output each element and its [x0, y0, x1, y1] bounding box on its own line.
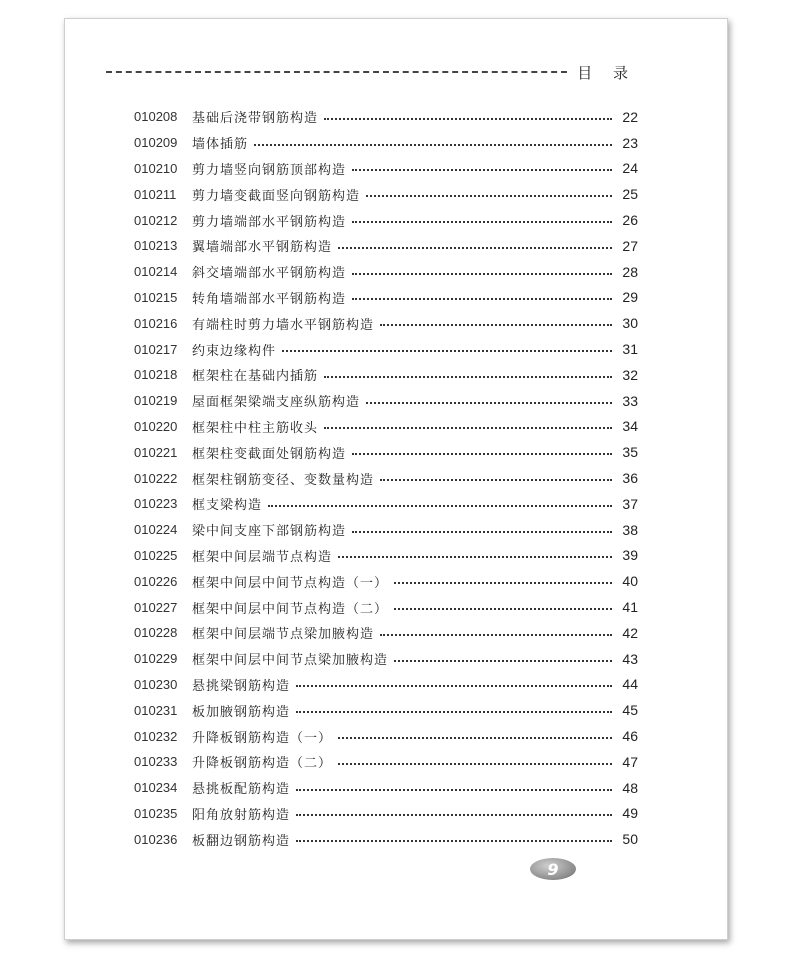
header-dashed-rule [106, 71, 567, 73]
toc-dot-leader [268, 505, 612, 507]
toc-entry-title: 剪力墙竖向钢筋顶部构造 [192, 162, 347, 178]
toc-dot-leader [296, 789, 612, 791]
toc-entry [134, 362, 638, 388]
toc-entry-page: 25 [622, 186, 638, 203]
toc-entry [134, 491, 638, 517]
toc-entry-page: 31 [622, 341, 638, 358]
toc-dot-leader [338, 763, 612, 765]
toc-dot-leader [324, 118, 612, 120]
toc-entry-code: 010231 [134, 702, 178, 718]
toc-dot-leader [324, 376, 612, 378]
toc-entry-code: 010228 [134, 625, 178, 641]
toc-entry-page: 49 [622, 805, 638, 822]
toc-entry [134, 104, 638, 130]
toc-entry-page: 35 [622, 444, 638, 461]
toc-entry-title: 基础后浇带钢筋构造 [192, 111, 319, 127]
toc-entry-code: 010230 [134, 676, 178, 692]
toc-entry-title: 翼墙端部水平钢筋构造 [192, 240, 333, 256]
toc-entry [134, 336, 638, 362]
toc-entry-code: 010215 [134, 289, 178, 305]
toc-entry-title: 框支梁构造 [192, 498, 263, 514]
toc-entry-page: 44 [622, 676, 638, 693]
toc-entry [134, 775, 638, 801]
toc-entry-page: 46 [622, 728, 638, 745]
toc-entry-code: 010219 [134, 393, 178, 409]
toc-entry-title: 框架中间层中间节点构造（一） [192, 575, 389, 591]
toc-entry-page: 43 [622, 650, 638, 667]
toc-dot-leader [352, 169, 612, 171]
toc-entry-title: 框架柱在基础内插筋 [192, 369, 319, 385]
toc-entry-page: 33 [622, 392, 638, 409]
toc-entry-code: 010225 [134, 547, 178, 563]
toc-dot-leader [338, 556, 612, 558]
toc-entry [134, 568, 638, 594]
toc-entry-code: 010216 [134, 315, 178, 331]
toc-entry-page: 27 [622, 237, 638, 254]
toc-entry-code: 010217 [134, 341, 178, 357]
toc-entry-code: 010213 [134, 238, 178, 254]
toc-entry-code: 010222 [134, 470, 178, 486]
toc-entry-code: 010210 [134, 160, 178, 176]
toc-entry-page: 40 [622, 573, 638, 590]
toc-dot-leader [352, 531, 612, 533]
toc-entry-page: 22 [622, 108, 638, 125]
table-of-contents [134, 104, 638, 852]
toc-entry-code: 010236 [134, 831, 178, 847]
toc-dot-leader [366, 402, 612, 404]
toc-entry-page: 38 [622, 521, 638, 538]
toc-entry-code: 010212 [134, 212, 178, 228]
toc-entry-page: 41 [622, 599, 638, 616]
toc-dot-leader [338, 247, 612, 249]
toc-entry-page: 39 [622, 547, 638, 564]
toc-entry-code: 010232 [134, 728, 178, 744]
toc-dot-leader [296, 814, 612, 816]
toc-entry [134, 697, 638, 723]
toc-entry-title: 框架中间层端节点梁加腋构造 [192, 627, 375, 643]
toc-entry [134, 543, 638, 569]
toc-entry [134, 826, 638, 852]
toc-entry-code: 010220 [134, 418, 178, 434]
toc-dot-leader [296, 711, 612, 713]
toc-dot-leader [366, 195, 612, 197]
toc-entry-code: 010224 [134, 522, 178, 538]
toc-entry-page: 23 [622, 134, 638, 151]
toc-entry-code: 010218 [134, 367, 178, 383]
toc-entry-code: 010233 [134, 754, 178, 770]
toc-entry-page: 37 [622, 495, 638, 512]
toc-entry [134, 749, 638, 775]
toc-entry-code: 010223 [134, 496, 178, 512]
toc-entry-page: 28 [622, 263, 638, 280]
toc-entry-page: 29 [622, 289, 638, 306]
toc-dot-leader [394, 582, 612, 584]
toc-entry-title: 约束边缘构件 [192, 343, 277, 359]
toc-entry-title: 有端柱时剪力墙水平钢筋构造 [192, 317, 375, 333]
toc-entry [134, 310, 638, 336]
page-number-badge: 9 [530, 858, 576, 880]
toc-entry-title: 悬挑板配筋构造 [192, 782, 291, 798]
toc-dot-leader [394, 660, 612, 662]
toc-entry [134, 285, 638, 311]
toc-entry-title: 转角墙端部水平钢筋构造 [192, 291, 347, 307]
toc-entry-title: 框架柱中柱主筋收头 [192, 420, 319, 436]
toc-dot-leader [352, 453, 612, 455]
toc-dot-leader [324, 427, 612, 429]
toc-entry-page: 45 [622, 702, 638, 719]
toc-dot-leader [352, 273, 612, 275]
toc-entry [134, 414, 638, 440]
toc-entry-title: 斜交墙端部水平钢筋构造 [192, 266, 347, 282]
toc-entry-code: 010209 [134, 135, 178, 151]
toc-entry-page: 42 [622, 624, 638, 641]
toc-entry-title: 框架柱变截面处钢筋构造 [192, 446, 347, 462]
toc-entry-code: 010214 [134, 264, 178, 280]
toc-entry-code: 010234 [134, 780, 178, 796]
toc-entry-title: 悬挑梁钢筋构造 [192, 678, 291, 694]
toc-dot-leader [296, 685, 612, 687]
toc-dot-leader [352, 298, 612, 300]
page-header [106, 62, 636, 82]
toc-entry-page: 36 [622, 470, 638, 487]
toc-entry-code: 010211 [134, 186, 177, 202]
toc-entry-title: 升降板钢筋构造（一） [192, 730, 333, 746]
toc-entry-title: 板翻边钢筋构造 [192, 833, 291, 849]
toc-dot-leader [254, 144, 612, 146]
toc-entry-title: 框架中间层端节点构造 [192, 549, 333, 565]
toc-entry-page: 48 [622, 779, 638, 796]
toc-entry-title: 板加腋钢筋构造 [192, 704, 291, 720]
toc-dot-leader [380, 479, 612, 481]
toc-dot-leader [394, 608, 612, 610]
toc-entry [134, 233, 638, 259]
toc-entry-code: 010227 [134, 599, 178, 615]
toc-entry [134, 594, 638, 620]
toc-entry-page: 50 [622, 831, 638, 848]
toc-dot-leader [352, 221, 612, 223]
toc-entry [134, 465, 638, 491]
toc-entry-title: 墙体插筋 [192, 137, 249, 153]
toc-dot-leader [282, 350, 612, 352]
toc-entry-title: 屋面框架梁端支座纵筋构造 [192, 395, 361, 411]
toc-entry-page: 47 [622, 753, 638, 770]
toc-entry [134, 207, 638, 233]
toc-entry-page: 30 [622, 315, 638, 332]
toc-entry-title: 升降板钢筋构造（二） [192, 756, 333, 772]
toc-entry-code: 010226 [134, 573, 178, 589]
toc-entry [134, 801, 638, 827]
toc-entry-code: 010208 [134, 109, 178, 125]
toc-dot-leader [338, 737, 612, 739]
toc-entry-code: 010229 [134, 651, 178, 667]
toc-entry [134, 259, 638, 285]
toc-entry-title: 阳角放射筋构造 [192, 807, 291, 823]
toc-entry [134, 439, 638, 465]
toc-entry-page: 32 [622, 366, 638, 383]
toc-entry [134, 517, 638, 543]
toc-entry-title: 框架柱钢筋变径、变数量构造 [192, 472, 375, 488]
toc-entry-page: 26 [622, 212, 638, 229]
toc-entry-title: 剪力墙变截面竖向钢筋构造 [192, 188, 361, 204]
toc-entry [134, 723, 638, 749]
toc-entry-title: 框架中间层中间节点梁加腋构造 [192, 653, 389, 669]
toc-entry [134, 156, 638, 182]
toc-dot-leader [380, 324, 612, 326]
toc-entry-code: 010235 [134, 805, 178, 821]
toc-entry [134, 388, 638, 414]
toc-dot-leader [296, 840, 612, 842]
toc-entry-page: 34 [622, 418, 638, 435]
toc-entry [134, 646, 638, 672]
toc-entry [134, 181, 638, 207]
toc-entry-title: 框架中间层中间节点构造（二） [192, 601, 389, 617]
toc-entry [134, 130, 638, 156]
toc-entry [134, 620, 638, 646]
toc-dot-leader [380, 634, 612, 636]
toc-entry-page: 24 [622, 160, 638, 177]
toc-entry-title: 梁中间支座下部钢筋构造 [192, 524, 347, 540]
toc-entry [134, 672, 638, 698]
toc-entry-title: 剪力墙端部水平钢筋构造 [192, 214, 347, 230]
page-title: 目 录 [577, 63, 636, 82]
toc-entry-code: 010221 [134, 444, 178, 460]
